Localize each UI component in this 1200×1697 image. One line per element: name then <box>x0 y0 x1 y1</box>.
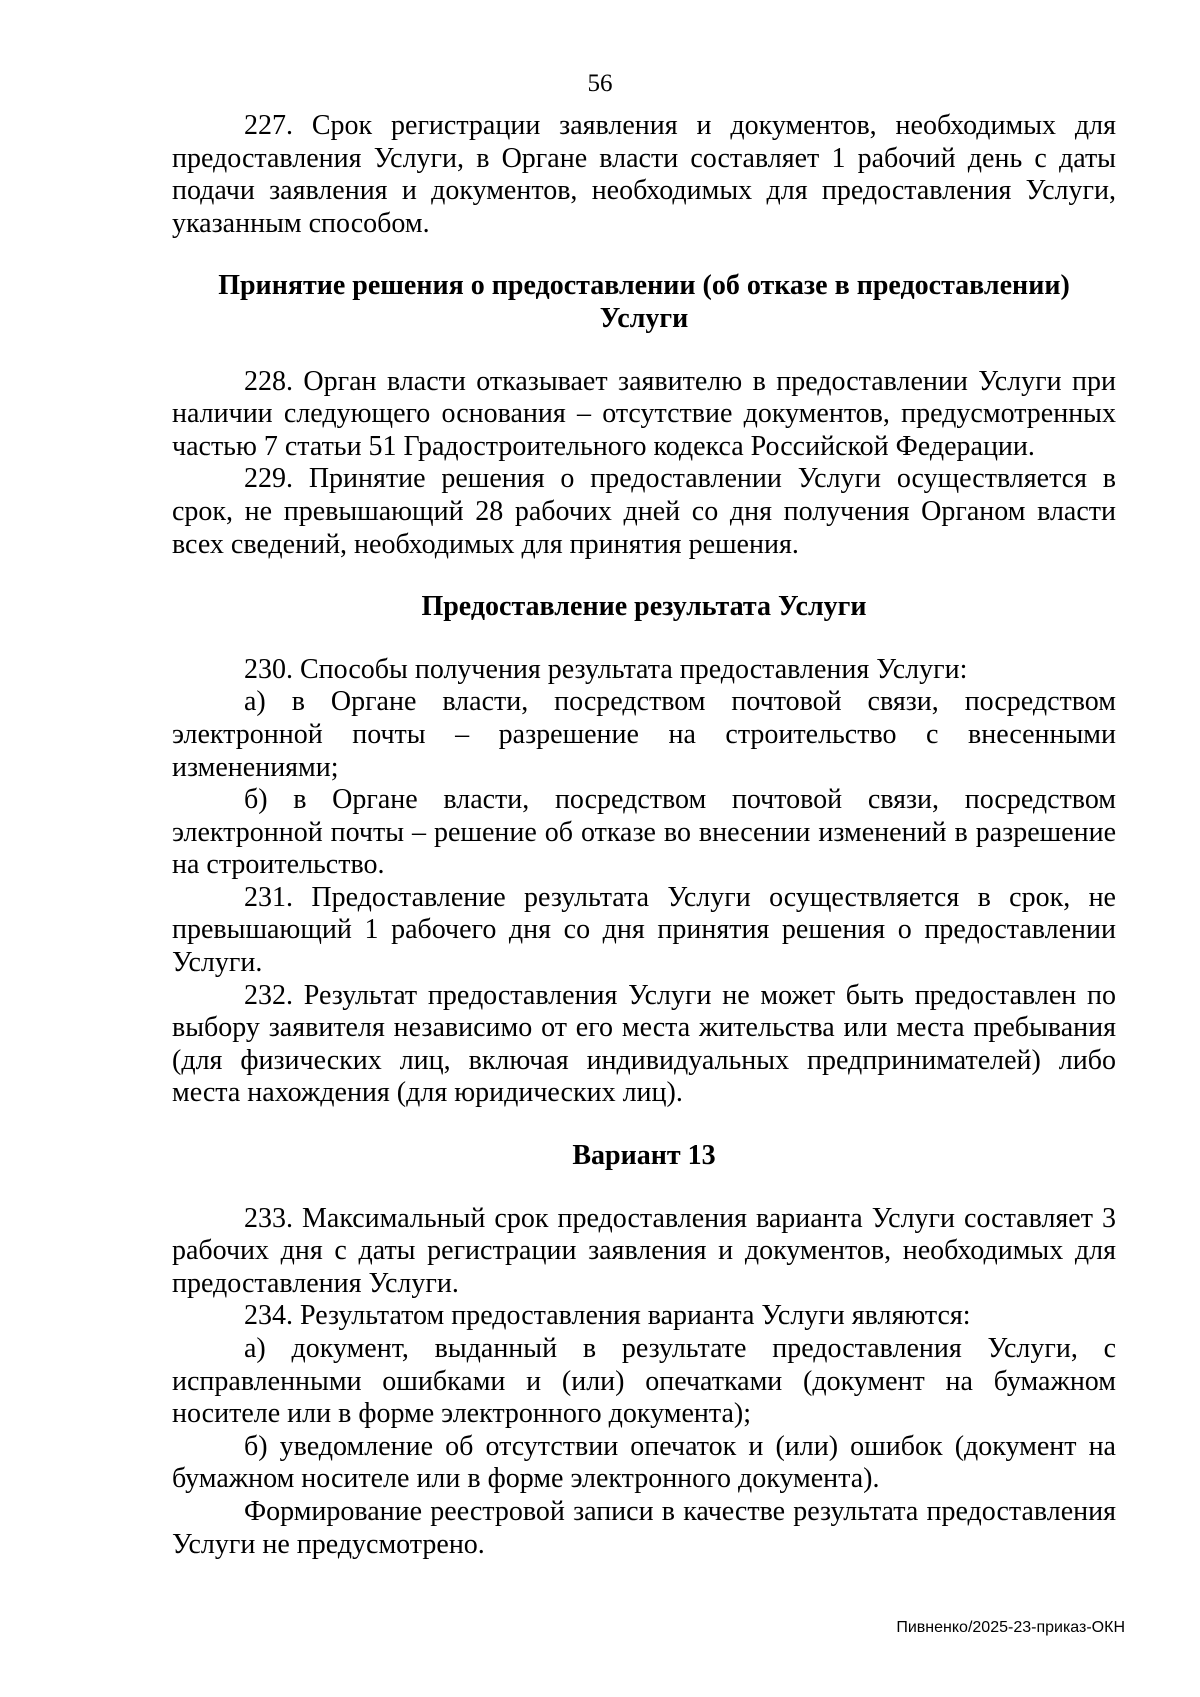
section-heading-result: Предоставление результата Услуги <box>421 591 867 623</box>
document-reference-footer: Пивненко/2025-23-приказ-ОКН <box>896 1619 1125 1636</box>
paragraph-231: 231. Предоставление результата Услуги осуществляется в срок, не превышающий 1 рабочего дня со дня принятия решения о предоставлении Услуги. <box>172 881 1116 979</box>
paragraph-230-b: б) в Органе власти, посредством почтовой связи, посредством электронной почты – решение об отказе во внесении изменений в разрешение на строительство. <box>172 784 1116 881</box>
paragraph-230-a: а) в Органе власти, посредством почтовой связи, посредством электронной почты – разрешение на строительство с внесенными изменениями; <box>172 686 1116 783</box>
page-number: 56 <box>587 70 613 97</box>
section-heading-variant-13: Вариант 13 <box>572 1140 716 1172</box>
paragraph-234-b: б) уведомление об отсутствии опечаток и (или) ошибок (документ на бумажном носителе или в форме электронного документа). <box>172 1430 1116 1495</box>
paragraph-234-a: а) документ, выданный в результате предоставления Услуги, с исправленными ошибками и (или) опечатками (документ на бумажном носителе или в форме электронного документа); <box>172 1333 1116 1430</box>
paragraph-227: 227. Срок регистрации заявления и документов, необходимых для предоставления Услуги, в Органе власти составляет 1 рабочий день с даты подачи заявления и документов, необходимых для предоставления Услуги, указанным способом. <box>172 110 1116 239</box>
paragraph-230: 230. Способы получения результата предоставления Услуги: <box>244 653 968 685</box>
paragraph-229: 229. Принятие решения о предоставлении Услуги осуществляется в срок, не превышающий 28 рабочих дней со дня получения Органом власти всех сведений, необходимых для принятия решения. <box>172 463 1116 560</box>
paragraph-228: 228. Орган власти отказывает заявителю в предоставлении Услуги при наличии следующего основания – отсутствие документов, предусмотренных частью 7 статьи 51 Градостроительного кодекса Российской Федерации. <box>172 365 1116 462</box>
paragraph-registry-note: Формирование реестровой записи в качестве результата предоставления Услуги не предусмотрено. <box>172 1495 1116 1560</box>
paragraph-234: 234. Результатом предоставления варианта Услуги являются: <box>244 1300 971 1332</box>
paragraph-233: 233. Максимальный срок предоставления варианта Услуги составляет 3 рабочих дня с даты регистрации заявления и документов, необходимых для предоставления Услуги. <box>172 1202 1116 1299</box>
paragraph-232: 232. Результат предоставления Услуги не может быть предоставлен по выбору заявителя независимо от его места жительства или места пребывания (для физических лиц, включая индивидуальных предпринимателей) либо места нахождения (для юридических лиц). <box>172 979 1116 1109</box>
section-heading-decision: Принятие решения о предоставлении (об отказе в предоставлении) Услуги <box>218 270 1070 334</box>
document-body <box>172 110 1116 1561</box>
